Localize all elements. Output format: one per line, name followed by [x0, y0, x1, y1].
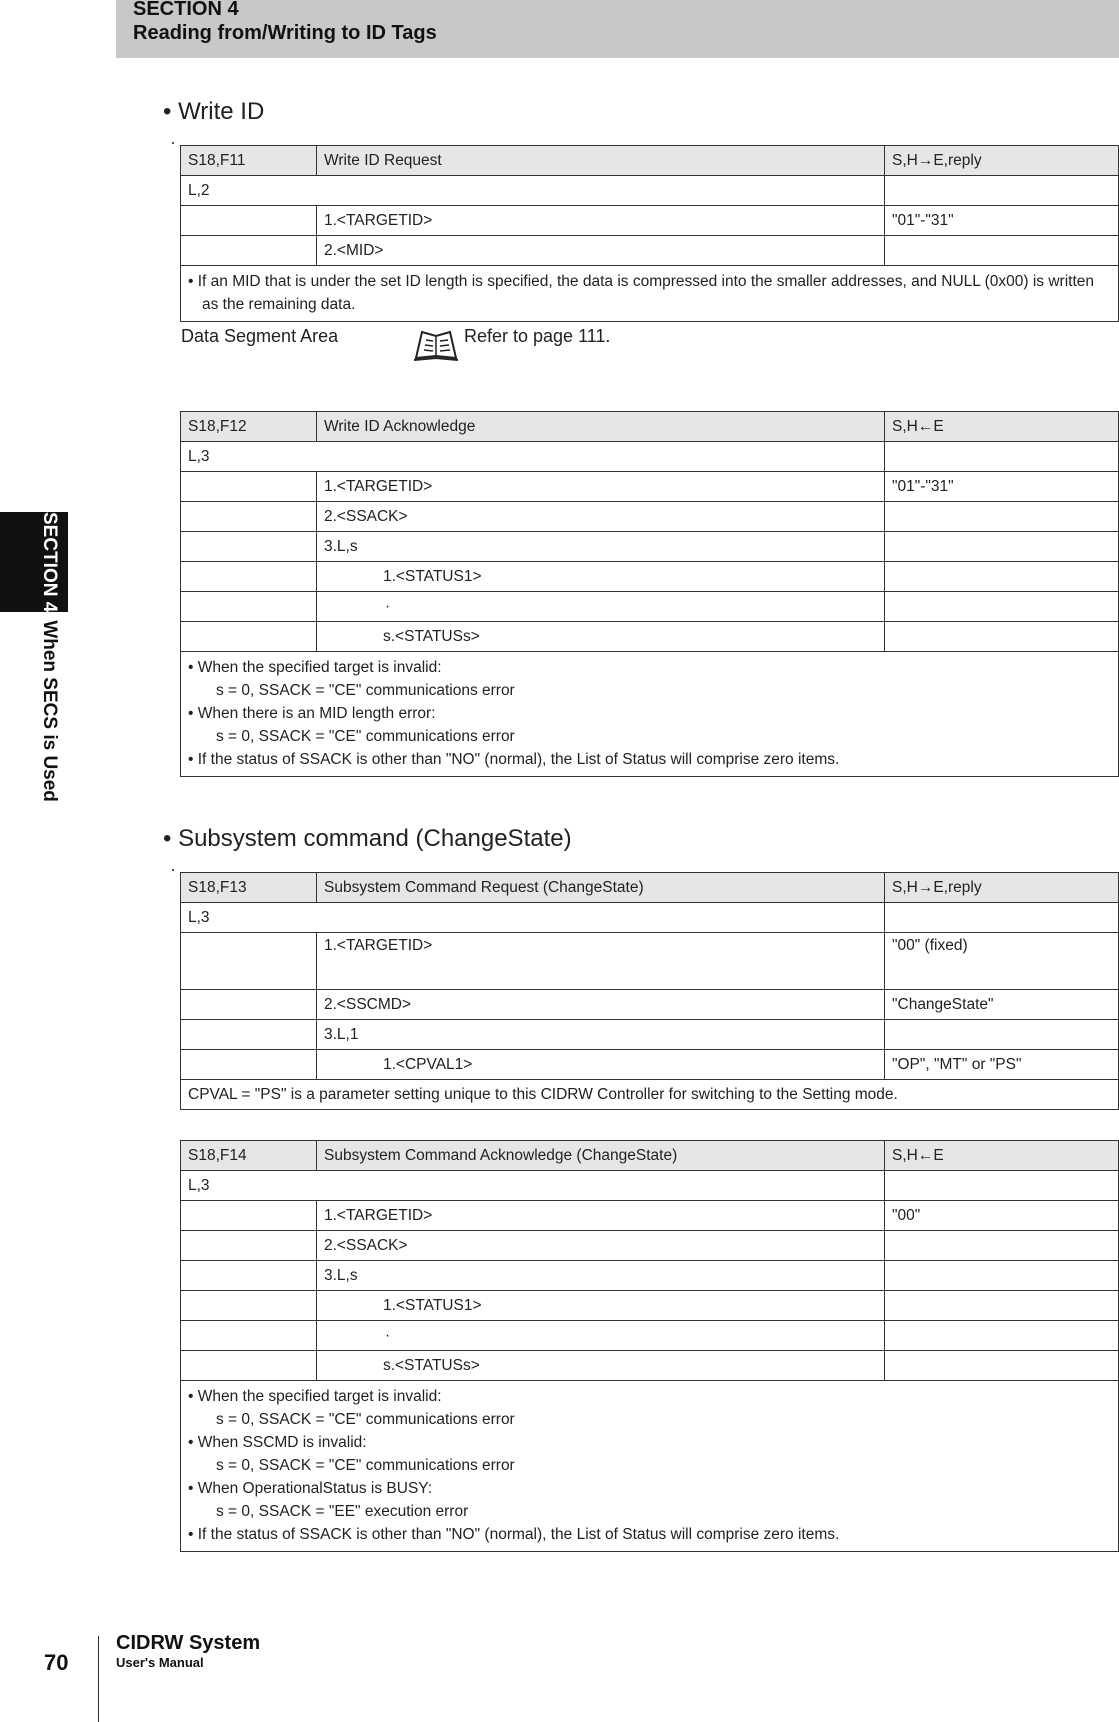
note-text: s = 0, SSACK = "CE" communications error	[216, 1457, 515, 1474]
item-value: "OP", "MT" or "PS"	[885, 1050, 1119, 1080]
table-row	[181, 933, 1119, 990]
stream-function: S18,F13	[181, 873, 317, 903]
item-value	[885, 1261, 1119, 1291]
note-text: • When there is an MID length error:	[188, 705, 436, 722]
data-segment-label: Data Segment Area	[181, 326, 339, 346]
subsystem-title: • Subsystem command (ChangeState)	[163, 825, 572, 852]
item-value: "01"-"31"	[885, 472, 1119, 502]
note-text: s = 0, SSACK = "CE" communications error	[216, 1411, 515, 1428]
list-item: 2.<MID>	[317, 236, 885, 266]
list-item: 1.<TARGETID>	[317, 1201, 885, 1231]
note-text: • If an MID that is under the set ID length is specified, the data is compressed into the smaller addresses, and NULL (0x00) is written as the remaining data.	[188, 273, 1095, 313]
item-value	[885, 532, 1119, 562]
item-value	[885, 1351, 1119, 1381]
s18f11-table	[180, 145, 1119, 322]
message-name: Subsystem Command Request (ChangeState)	[317, 873, 885, 903]
table-row	[181, 1231, 1119, 1261]
notes-row	[181, 652, 1119, 777]
item-value	[885, 1231, 1119, 1261]
table-row	[181, 206, 1119, 236]
table-row	[181, 1050, 1119, 1080]
list-item: 2.<SSACK>	[317, 1231, 885, 1261]
table-row	[181, 1201, 1119, 1231]
list-item: 2.<SSACK>	[317, 502, 885, 532]
list-item: 2.<SSCMD>	[317, 990, 885, 1020]
note-text: • When SSCMD is invalid:	[188, 1434, 367, 1451]
side-tab-title: When SECS is Used	[39, 620, 60, 802]
item-value	[885, 1020, 1119, 1050]
list-item: s.<STATUSs>	[317, 1351, 885, 1381]
page-reference: Refer to page 111.	[464, 326, 611, 346]
direction: S,H→E,reply	[885, 873, 1119, 903]
note-text: • If the status of SSACK is other than "NO" (normal), the List of Status will comprise zero items.	[188, 1526, 840, 1543]
direction: S,H←E	[885, 412, 1119, 442]
note-text: CPVAL = "PS" is a parameter setting unique to this CIDRW Controller for switching to the Setting mode.	[181, 1080, 1119, 1110]
notes-row	[181, 1381, 1119, 1552]
table-row	[181, 990, 1119, 1020]
message-name: Subsystem Command Acknowledge (ChangeState)	[317, 1141, 885, 1171]
table-row	[181, 1291, 1119, 1321]
table-row	[181, 592, 1119, 622]
list-item: 3.L,s	[317, 532, 885, 562]
table-row	[181, 1171, 1119, 1201]
list-item: L,2	[181, 176, 885, 206]
item-value: "00"	[885, 1201, 1119, 1231]
header-section: SECTION 4	[133, 0, 239, 20]
list-item: L,3	[181, 1171, 885, 1201]
item-value	[885, 592, 1119, 622]
header-subtitle: Reading from/Writing to ID Tags	[133, 22, 437, 44]
item-value	[885, 1171, 1119, 1201]
table-header-row	[181, 873, 1119, 903]
direction: S,H←E	[885, 1141, 1119, 1171]
s18f13-table	[180, 872, 1119, 1110]
book-reference-icon	[412, 328, 460, 362]
table-row	[181, 442, 1119, 472]
note-text: s = 0, SSACK = "CE" communications error	[216, 728, 515, 745]
table-row	[181, 1261, 1119, 1291]
item-value	[885, 442, 1119, 472]
list-item: 1.<TARGETID>	[317, 206, 885, 236]
table-header-row	[181, 146, 1119, 176]
list-item	[317, 1321, 885, 1351]
table-row	[181, 562, 1119, 592]
table-row	[181, 1321, 1119, 1351]
list-item: s.<STATUSs>	[317, 622, 885, 652]
item-value	[885, 562, 1119, 592]
marker-dot	[172, 869, 174, 871]
list-item: 1.<CPVAL1>	[317, 1050, 885, 1080]
page-number: 70	[44, 1650, 69, 1675]
list-item: 3.L,s	[317, 1261, 885, 1291]
note-text: • If the status of SSACK is other than "NO" (normal), the List of Status will comprise zero items.	[188, 751, 840, 768]
list-item: 1.<TARGETID>	[317, 472, 885, 502]
item-value	[885, 1321, 1119, 1351]
list-item	[317, 592, 885, 622]
ellipsis-dot: ·	[385, 597, 391, 615]
table-row	[181, 1351, 1119, 1381]
table-row	[181, 532, 1119, 562]
message-name: Write ID Request	[317, 146, 885, 176]
list-item: 1.<STATUS1>	[317, 1291, 885, 1321]
item-value: "ChangeState"	[885, 990, 1119, 1020]
item-value	[885, 903, 1119, 933]
table-row	[181, 502, 1119, 532]
table-header-row	[181, 412, 1119, 442]
table-header-row	[181, 1141, 1119, 1171]
direction: S,H→E,reply	[885, 146, 1119, 176]
item-value: "01"-"31"	[885, 206, 1119, 236]
notes-row	[181, 266, 1119, 322]
table-row	[181, 1020, 1119, 1050]
table-row	[181, 236, 1119, 266]
stream-function: S18,F12	[181, 412, 317, 442]
item-value: "00" (fixed)	[885, 933, 1119, 990]
list-item: L,3	[181, 903, 885, 933]
item-value	[885, 176, 1119, 206]
note-text: • When the specified target is invalid:	[188, 659, 442, 676]
table-row	[181, 622, 1119, 652]
table-row	[181, 903, 1119, 933]
side-tab-section: SECTION 4	[39, 512, 60, 613]
s18f12-table	[180, 411, 1119, 777]
marker-dot	[172, 142, 174, 144]
item-value	[885, 622, 1119, 652]
note-text: s = 0, SSACK = "EE" execution error	[216, 1503, 469, 1520]
list-item: L,3	[181, 442, 885, 472]
write-id-title: • Write ID	[163, 98, 265, 125]
note-text: • When OperationalStatus is BUSY:	[188, 1480, 433, 1497]
note-text: • When the specified target is invalid:	[188, 1388, 442, 1405]
list-item: 1.<STATUS1>	[317, 562, 885, 592]
table-row	[181, 176, 1119, 206]
notes-row	[181, 1080, 1119, 1110]
side-tab-text	[36, 512, 62, 832]
item-value	[885, 1291, 1119, 1321]
stream-function: S18,F11	[181, 146, 317, 176]
item-value	[885, 236, 1119, 266]
table-row	[181, 472, 1119, 502]
s18f14-table	[180, 1140, 1119, 1552]
ellipsis-dot: ·	[385, 1326, 391, 1344]
list-item: 1.<TARGETID>	[317, 933, 885, 990]
message-name: Write ID Acknowledge	[317, 412, 885, 442]
footer-product: CIDRW System	[116, 1632, 261, 1654]
page-header	[116, 0, 1119, 58]
footer-divider	[98, 1636, 99, 1722]
note-text: s = 0, SSACK = "CE" communications error	[216, 682, 515, 699]
stream-function: S18,F14	[181, 1141, 317, 1171]
item-value	[885, 502, 1119, 532]
footer-manual: User's Manual	[116, 1655, 204, 1670]
list-item: 3.L,1	[317, 1020, 885, 1050]
